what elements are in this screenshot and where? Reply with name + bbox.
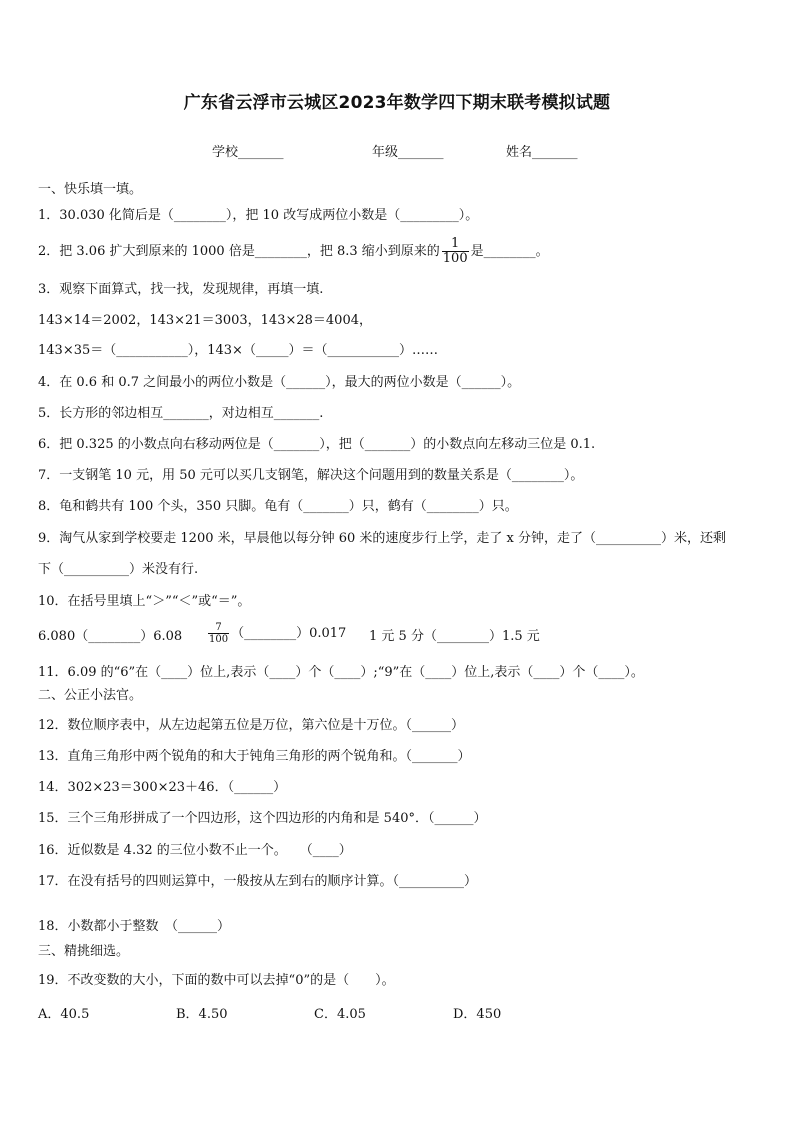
question-10-item-b [206, 622, 346, 645]
question-15: 15．三个三角形拼成了一个四边形，这个四边形的内角和是 540°．（______） [38, 811, 487, 826]
option-b: B．4.50 [176, 1007, 228, 1022]
option-d: D．450 [453, 1007, 502, 1022]
section-heading-3: 三、精挑细选。 [38, 944, 130, 959]
question-10-item-c: 1 元 5 分（________）1.5 元 [369, 629, 540, 644]
question-11: 11．6.09 的“6”在（____）位上,表示（____）个（____）;“9”在（____）位上,表示（____）个（____）。 [38, 665, 644, 680]
page-title: 广东省云浮市云城区2023年数学四下期末联考模拟试题 [183, 93, 611, 113]
fraction-numerator: 1 [442, 237, 469, 252]
school-field: 学校_______ [212, 145, 284, 160]
question-12: 12．数位顺序表中，从左边起第五位是万位，第六位是十万位。（______） [38, 718, 465, 733]
question-3: 3．观察下面算式，找一找，发现规律，再填一填. [38, 282, 324, 297]
question-10-item-b-text: （________）0.017 [231, 626, 347, 641]
fraction-denominator: 100 [442, 251, 468, 266]
question-1: 1．30.030 化简后是（________），把 10 改写成两位小数是（_________）。 [38, 208, 479, 223]
question-4: 4．在 0.6 和 0.7 之间最小的两位小数是（______），最大的两位小数是（______）。 [38, 375, 521, 390]
section-heading-2: 二、公正小法官。 [38, 688, 143, 703]
question-3-line-1: 143×14＝2002，143×21＝3003，143×28＝4004， [38, 313, 372, 328]
fraction-denominator: 100 [209, 634, 229, 645]
question-9-line-1: 9．淘气从家到学校要走 1200 米，早晨他以每分钟 60 米的速度步行上学，走了 x 分钟，走了（__________）米，还剩 [38, 531, 727, 546]
section-heading-1: 一、快乐填一填。 [38, 182, 143, 197]
option-a: A．40.5 [38, 1007, 90, 1022]
question-2-text-before: 2．把 3.06 扩大到原来的 1000 倍是________，把 8.3 缩小到原来的 [38, 244, 440, 259]
option-c: C．4.05 [314, 1007, 366, 1022]
question-13: 13．直角三角形中两个锐角的和大于钝角三角形的两个锐角和。（_______） [38, 749, 471, 764]
question-14: 14．302×23＝300×23＋46．（______） [38, 780, 287, 795]
question-2 [38, 237, 549, 266]
question-2-text-after: 是________。 [470, 244, 549, 259]
name-field: 姓名_______ [506, 145, 578, 160]
question-17: 17．在没有括号的四则运算中，一般按从左到右的顺序计算。（__________） [38, 874, 478, 889]
grade-field: 年级_______ [372, 145, 444, 160]
question-8: 8．龟和鹤共有 100 个头，350 只脚。龟有（_______）只，鹤有（________）只。 [38, 499, 518, 514]
question-10: 10．在括号里填上“＞”“＜”或“＝”。 [38, 594, 251, 609]
question-7: 7．一支钢笔 10 元，用 50 元可以买几支钢笔，解决这个问题用到的数量关系是（________）。 [38, 468, 584, 483]
question-18: 18．小数都小于整数 （______） [38, 919, 231, 934]
question-5: 5．长方形的邻边相互_______，对边相互_______. [38, 406, 324, 421]
question-16: 16．近似数是 4.32 的三位小数不止一个。 （____） [38, 843, 352, 858]
fraction-numerator: 7 [208, 622, 229, 634]
question-10-item-a: 6.080（________）6.08 [38, 629, 183, 644]
fraction-seven-hundredths [208, 622, 229, 645]
question-6: 6．把 0.325 的小数点向右移动两位是（_______），把（_______）的小数点向左移动三位是 0.1. [38, 437, 596, 452]
question-19: 19．不改变数的大小，下面的数中可以去掉“0”的是（ ）。 [38, 973, 395, 988]
question-9-line-2: 下（__________）米没有行. [38, 562, 199, 577]
fraction-one-hundredth [442, 237, 469, 266]
question-3-line-2: 143×35＝（___________），143×（_____）＝（___________）…… [38, 343, 438, 358]
